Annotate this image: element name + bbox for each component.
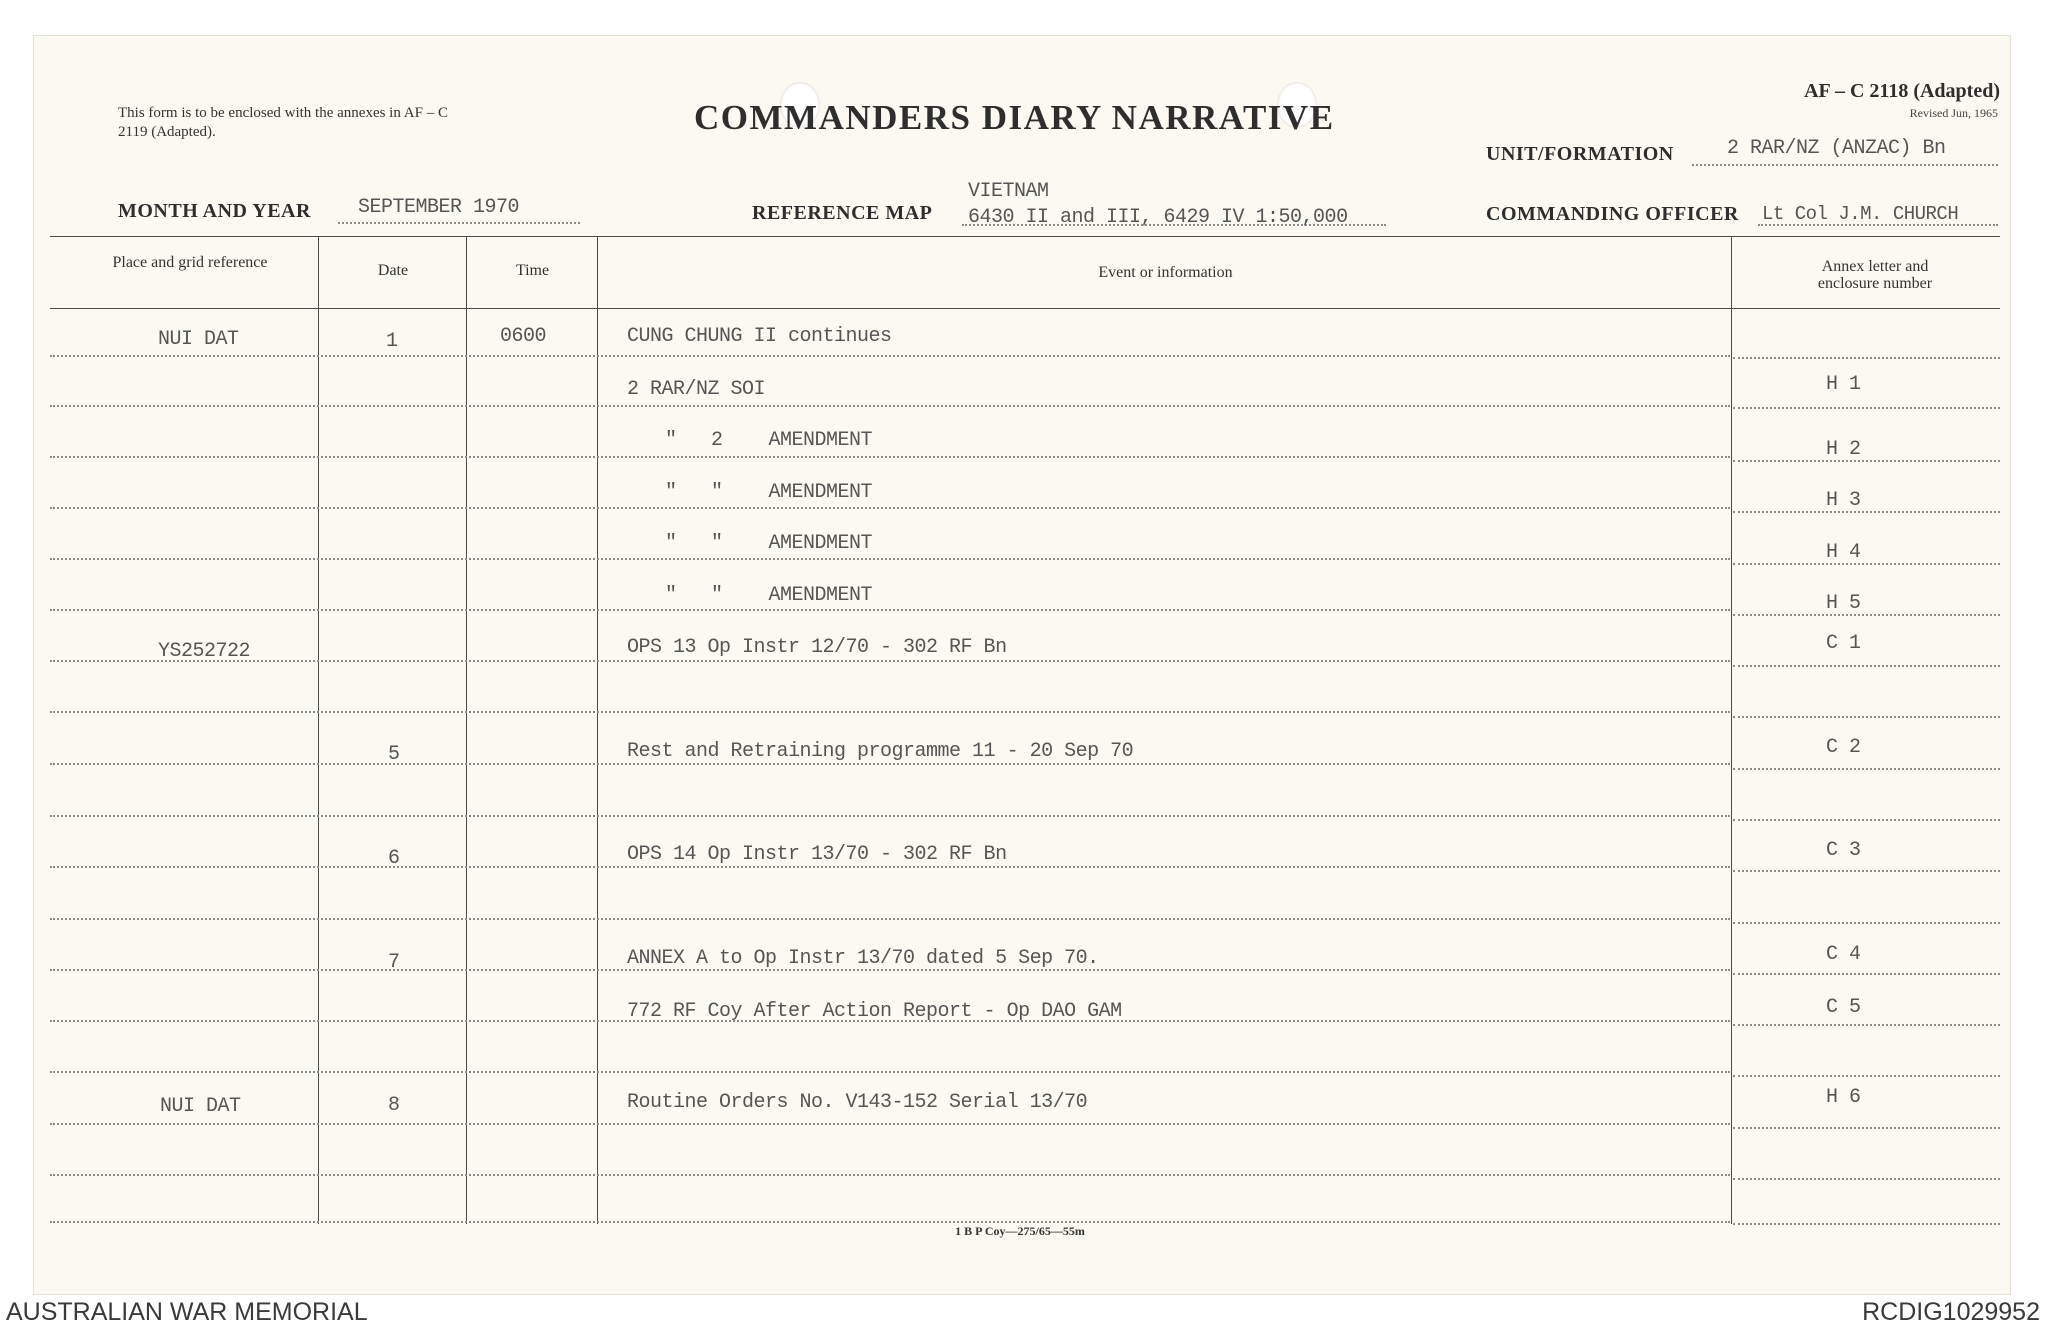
map-value-top: VIETNAM <box>968 180 1049 203</box>
row-line <box>50 507 1730 509</box>
row-line <box>50 918 1730 920</box>
month-dotted-line <box>338 222 580 224</box>
row-line <box>50 405 1730 407</box>
cell-place: NUI DAT <box>160 1095 241 1118</box>
column-divider <box>597 236 598 1224</box>
row-line <box>1733 563 2000 565</box>
cell-date: 5 <box>388 743 400 766</box>
row-line <box>50 1123 1730 1125</box>
row-line <box>50 660 1730 662</box>
cell-date: 8 <box>388 1094 400 1117</box>
column-divider <box>318 236 319 1224</box>
row-line <box>50 456 1730 458</box>
cell-annex: H 1 <box>1826 373 1861 396</box>
cell-time: 0600 <box>500 325 547 348</box>
revised-date: Revised Jun, 1965 <box>1909 106 1998 120</box>
row-line <box>50 1174 1730 1176</box>
table-header-rule <box>50 308 2000 309</box>
cell-event: " 2 AMENDMENT <box>665 429 873 452</box>
unit-label: UNIT/FORMATION <box>1486 143 1674 165</box>
col-header-place: Place and grid reference <box>112 254 268 271</box>
cell-annex: C 3 <box>1826 839 1861 862</box>
col-header-time: Time <box>515 262 550 279</box>
row-line <box>1733 460 2000 462</box>
cell-event: 2 RAR/NZ SOI <box>627 378 766 401</box>
col-header-date: Date <box>377 262 409 279</box>
cell-place: NUI DAT <box>158 328 239 351</box>
row-line <box>50 1221 1730 1223</box>
cell-date: 1 <box>386 330 398 353</box>
map-value: 6430 II and III, 6429 IV 1:50,000 <box>968 206 1348 229</box>
col-header-event: Event or information <box>1098 264 1233 281</box>
row-line <box>1733 1075 2000 1077</box>
row-line <box>1733 1127 2000 1129</box>
cell-event: " " AMENDMENT <box>665 481 873 504</box>
cell-annex: C 4 <box>1826 943 1861 966</box>
cell-annex: H 3 <box>1826 489 1861 512</box>
row-line <box>50 711 1730 713</box>
column-divider <box>1731 236 1732 1224</box>
cell-event: CUNG CHUNG II continues <box>627 325 892 348</box>
row-line <box>1733 922 2000 924</box>
cell-event: Rest and Retraining programme 11 - 20 Sep 70 <box>627 740 1134 763</box>
unit-dotted-line <box>1692 164 1998 166</box>
cell-event: ANNEX A to Op Instr 13/70 dated 5 Sep 70. <box>627 947 1099 970</box>
row-line <box>50 866 1730 868</box>
row-line <box>50 1071 1730 1073</box>
cell-event: " " AMENDMENT <box>665 532 873 555</box>
cell-annex: H 5 <box>1826 592 1861 615</box>
row-line <box>1733 511 2000 513</box>
month-label: MONTH AND YEAR <box>118 200 311 222</box>
archive-caption-right: RCDIG1029952 <box>1862 1298 2040 1326</box>
cell-event: " " AMENDMENT <box>665 584 873 607</box>
cell-date: 6 <box>388 847 400 870</box>
unit-value: 2 RAR/NZ (ANZAC) Bn <box>1727 137 1946 160</box>
cell-annex: C 2 <box>1826 736 1861 759</box>
row-line <box>1733 665 2000 667</box>
cell-event: OPS 13 Op Instr 12/70 - 302 RF Bn <box>627 636 1007 659</box>
row-line <box>1733 1024 2000 1026</box>
cell-annex: H 2 <box>1826 438 1861 461</box>
row-line <box>1733 357 2000 359</box>
row-line <box>50 558 1730 560</box>
row-line <box>1733 407 2000 409</box>
cell-annex: H 4 <box>1826 541 1861 564</box>
co-value: Lt Col J.M. CHURCH <box>1762 203 1959 225</box>
table-top-rule <box>50 236 2000 237</box>
row-line <box>50 355 1730 357</box>
form-number: AF – C 2118 (Adapted) <box>1804 80 2000 102</box>
cell-date: 7 <box>388 951 400 974</box>
form-title: COMMANDERS DIARY NARRATIVE <box>694 98 1335 137</box>
cell-annex: H 6 <box>1826 1086 1861 1109</box>
cell-annex: C 1 <box>1826 632 1861 655</box>
row-line <box>50 815 1730 817</box>
map-label: REFERENCE MAP <box>752 202 933 224</box>
month-value: SEPTEMBER 1970 <box>358 196 520 219</box>
row-line <box>50 609 1730 611</box>
archive-caption-left: AUSTRALIAN WAR MEMORIAL <box>6 1298 368 1326</box>
row-line <box>50 763 1730 765</box>
row-line <box>1733 819 2000 821</box>
row-line <box>1733 768 2000 770</box>
row-line <box>1733 614 2000 616</box>
cell-annex: C 5 <box>1826 996 1861 1019</box>
co-label: COMMANDING OFFICER <box>1486 203 1739 225</box>
print-code: 1 B P Coy—275/65—55m <box>955 1224 1085 1238</box>
cell-event: OPS 14 Op Instr 13/70 - 302 RF Bn <box>627 843 1007 866</box>
col-header-annex: Annex letter and enclosure number <box>1817 258 1933 292</box>
row-line <box>1733 870 2000 872</box>
row-line <box>1733 716 2000 718</box>
cell-place: YS252722 <box>158 640 251 663</box>
row-line <box>1733 1223 2000 1225</box>
cell-event: Routine Orders No. V143-152 Serial 13/70 <box>627 1091 1088 1114</box>
column-divider <box>466 236 467 1224</box>
row-line <box>1733 1178 2000 1180</box>
cell-event: 772 RF Coy After Action Report - Op DAO GAM <box>627 1000 1122 1023</box>
enclosure-note: This form is to be enclosed with the annexes in AF – C 2119 (Adapted). <box>118 105 448 140</box>
row-line <box>1733 973 2000 975</box>
